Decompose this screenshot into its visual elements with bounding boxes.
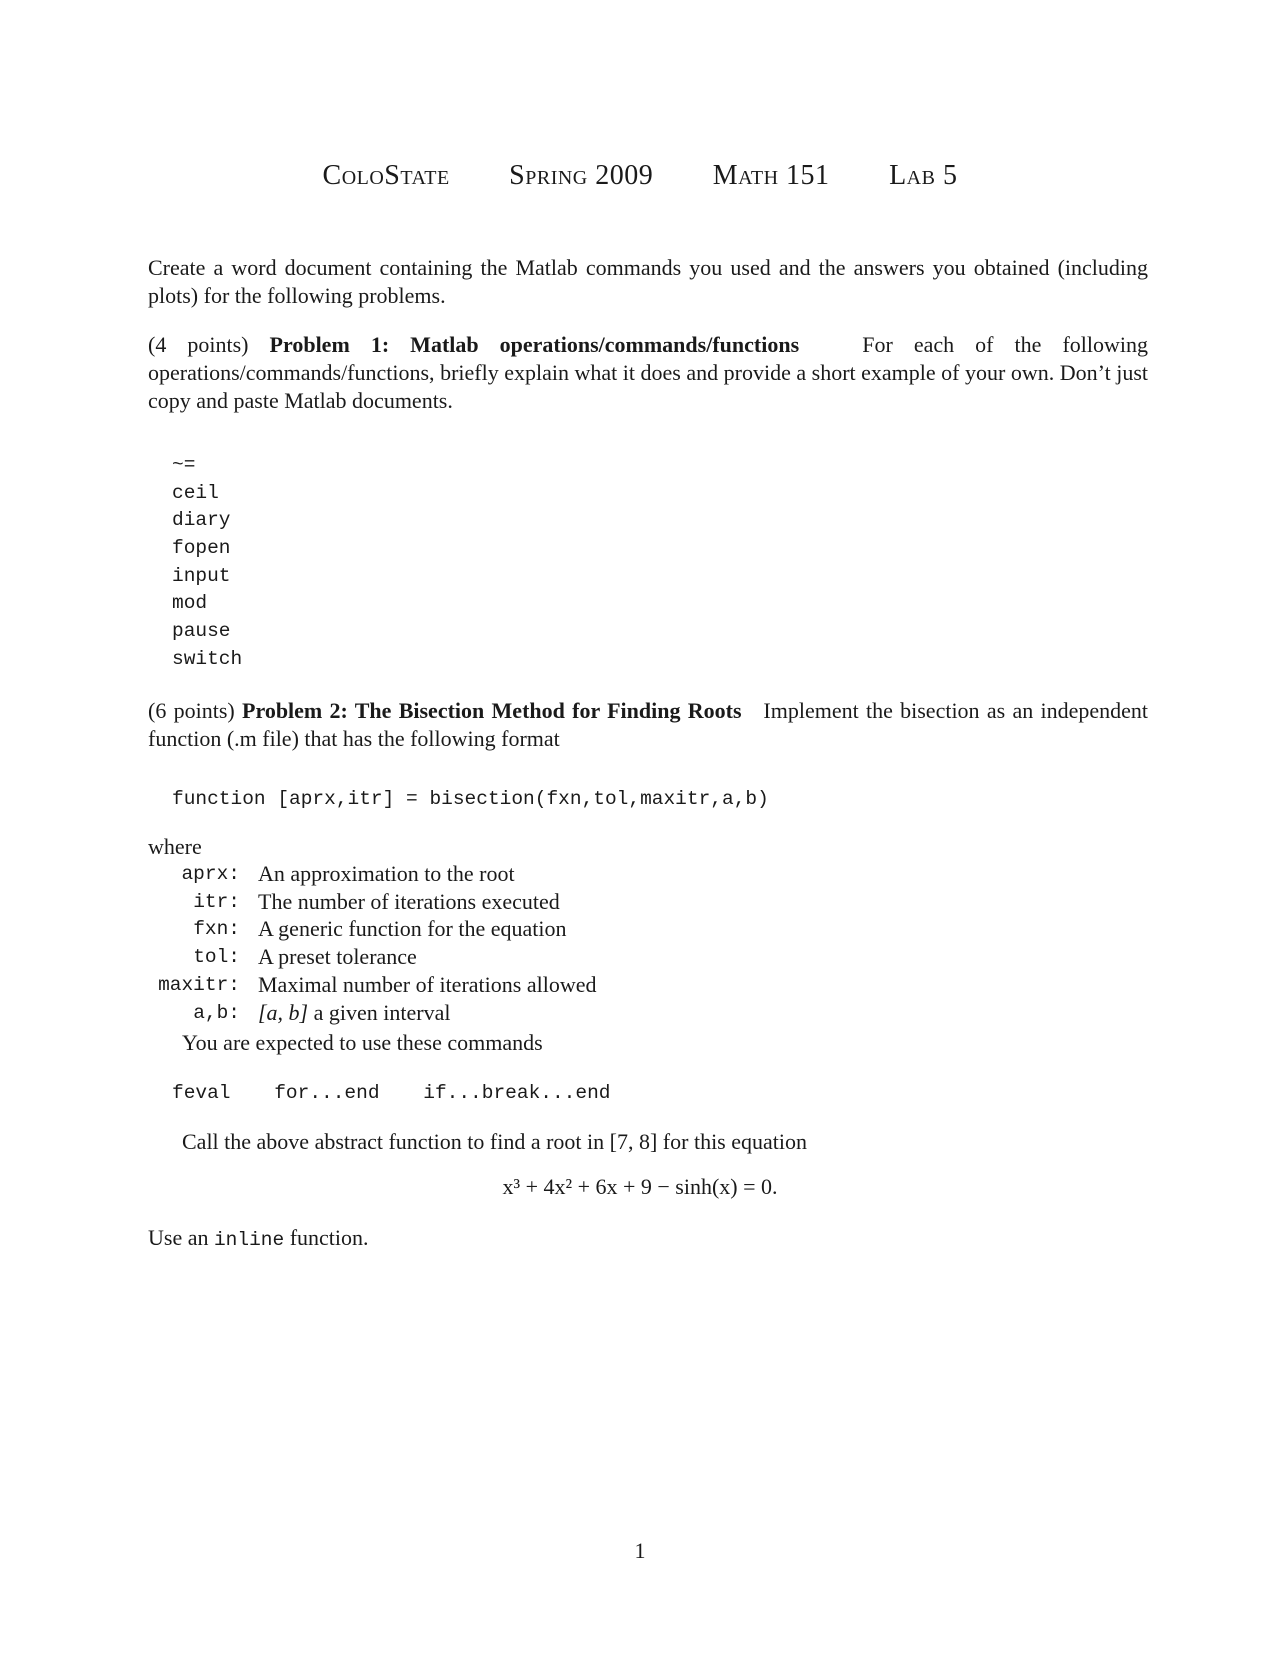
- command-item: switch: [172, 647, 243, 670]
- interval-math: [a, b]: [258, 999, 309, 1025]
- command-item: fopen: [172, 537, 231, 560]
- definition-key: a,b:: [193, 1001, 240, 1024]
- intro-paragraph: Create a word document containing the Matlab commands you used and the answers you obtained (including plots) for the following problems.: [148, 255, 1148, 308]
- definition-key: fxn:: [193, 918, 240, 941]
- interval-desc: a given interval: [313, 999, 451, 1025]
- inline-pre: Use an: [148, 1225, 209, 1250]
- definition-desc: A preset tolerance: [258, 944, 417, 970]
- definition-desc: The number of iterations executed: [258, 888, 560, 914]
- definition-row: [148, 971, 596, 999]
- equation: x³ + 4x² + 6x + 9 − sinh(x) = 0.: [502, 1174, 778, 1199]
- header-lab: Lab 5: [889, 160, 958, 191]
- where-label: where: [148, 834, 202, 859]
- problem1-paragraph: [148, 331, 1148, 415]
- problem1-title: Problem 1: Matlab operations/commands/functions: [269, 332, 800, 357]
- definition-key: maxitr:: [158, 974, 240, 997]
- command-item: ~=: [172, 454, 196, 476]
- definition-key: itr:: [193, 890, 240, 913]
- definition-desc: A generic function for the equation: [258, 916, 567, 942]
- inline-post: function.: [289, 1225, 369, 1250]
- command-item: mod: [172, 592, 208, 615]
- problem1-command-list: [172, 452, 242, 674]
- definition-row: [148, 999, 596, 1027]
- definition-desc: [258, 999, 596, 1027]
- command-item: ceil: [172, 481, 219, 504]
- problem1-points: (4 points): [148, 332, 249, 357]
- problem2-paragraph: [148, 697, 1148, 753]
- definitions-table: [148, 860, 596, 1027]
- definition-row: [148, 860, 596, 888]
- expected-command: for...end: [274, 1082, 380, 1104]
- expected-command: if...break...end: [423, 1082, 611, 1104]
- definition-desc: Maximal number of iterations allowed: [258, 972, 597, 998]
- problem1-text: For each of the following operations/commands/functions, briefly explain what it does and provide a short example of your own. Don’t just copy and paste Matlab documents.: [148, 332, 1149, 413]
- inline-instruction: [148, 1224, 1148, 1254]
- function-signature: function [aprx,itr] = bisection(fxn,tol,maxitr,a,b): [172, 788, 769, 810]
- header-course: Math 151: [712, 160, 830, 191]
- definition-desc: An approximation to the root: [258, 860, 515, 886]
- problem2-points: (6 points): [148, 698, 235, 723]
- inline-code: inline: [213, 1229, 285, 1251]
- call-text: Call the above abstract function to find a root in [7, 8] for this equation: [182, 1129, 808, 1154]
- header-term: Spring 2009: [509, 160, 654, 191]
- command-item: pause: [172, 620, 231, 643]
- command-item: input: [172, 564, 231, 587]
- definition-row: [148, 943, 596, 971]
- page-number: 1: [634, 1538, 646, 1563]
- header-school: ColoState: [322, 160, 450, 191]
- definition-key: aprx:: [181, 862, 240, 885]
- definition-key: tol:: [193, 946, 240, 969]
- definition-row: [148, 888, 596, 916]
- problem2-title: Problem 2: The Bisection Method for Finding Roots: [242, 698, 742, 723]
- definition-row: [148, 916, 596, 944]
- expected-command: feval: [172, 1082, 231, 1104]
- command-item: diary: [172, 509, 231, 532]
- expected-text: You are expected to use these commands: [182, 1030, 543, 1055]
- page-header: [0, 160, 1280, 192]
- problem2-text: Implement the bisection as an independent function (.m file) that has the following format: [148, 698, 1149, 751]
- expected-commands: [172, 1082, 642, 1104]
